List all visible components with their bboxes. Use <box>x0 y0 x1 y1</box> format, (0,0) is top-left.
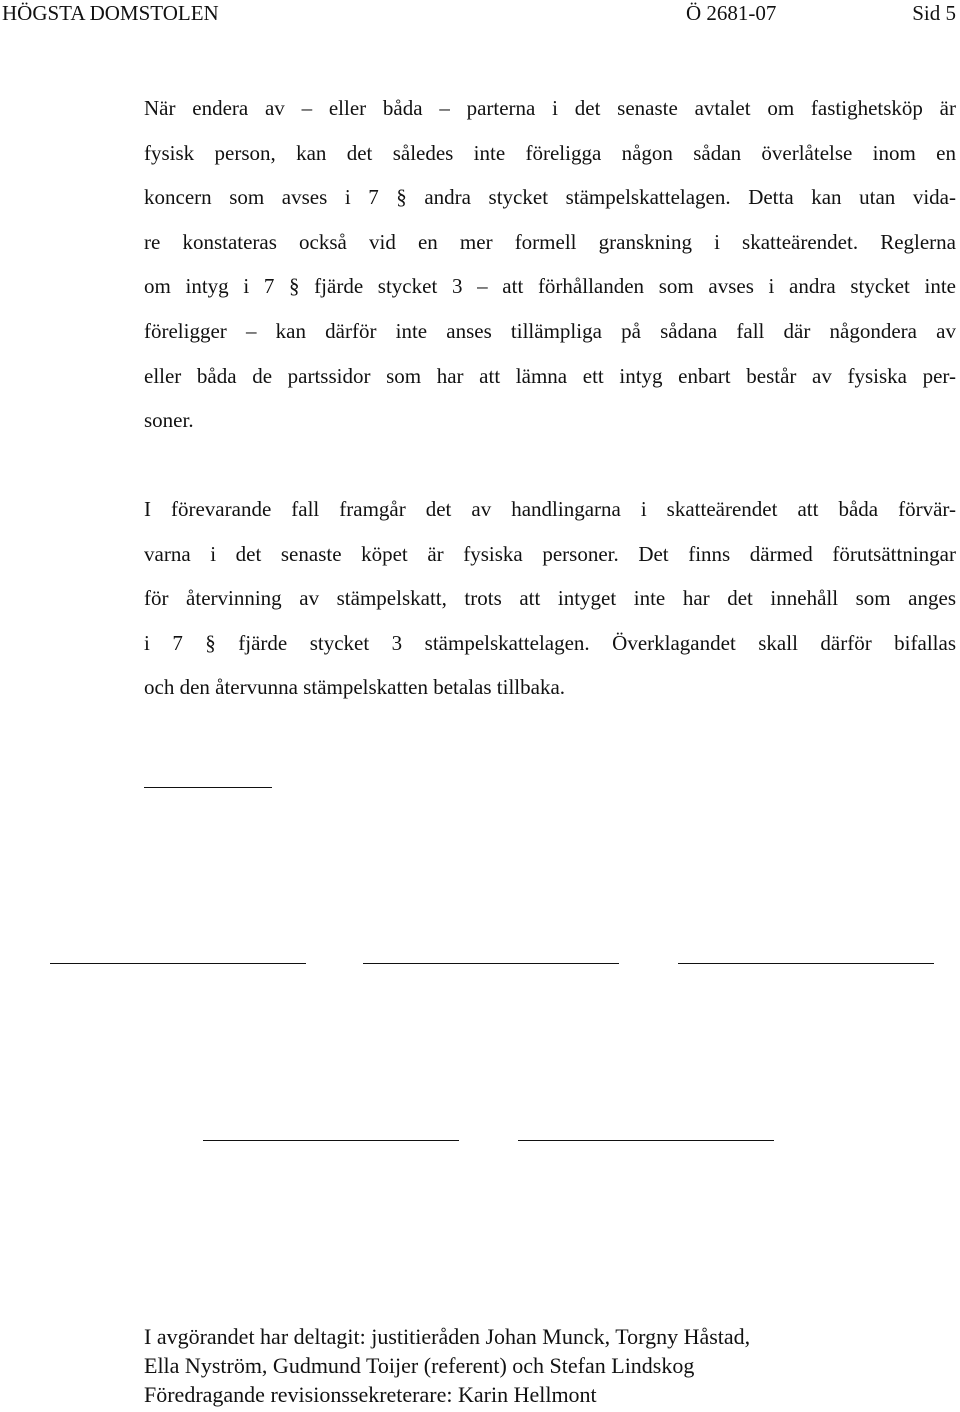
participants-line: I avgörandet har deltagit: justitieråden Johan Munck, Torgny Håstad, <box>144 1324 751 1349</box>
paragraph-conclusion <box>144 487 956 710</box>
paragraph-line: i 7 § fjärde stycket 3 stämpelskattelagen. Överklagandet skall därför bifallas <box>144 630 956 655</box>
rapporteur-line: Föredragande revisionssekreterare: Karin Hellmont <box>144 1382 597 1407</box>
court-name: HÖGSTA DOMSTOLEN <box>2 1 219 25</box>
paragraph-line: varna i det senaste köpet är fysiska personer. Det finns därmed förutsättningar <box>144 541 956 566</box>
signature-line <box>363 963 619 964</box>
signature-line <box>50 963 306 964</box>
paragraph-line: föreligger – kan därför inte anses tillämpliga på sådana fall där någondera av <box>144 318 956 343</box>
paragraph-line: fysisk person, kan det således inte föreligga någon sådan överlåtelse inom en <box>144 140 956 165</box>
page-number: Sid 5 <box>912 1 956 25</box>
paragraph-line: och den återvunna stämpelskatten betalas tillbaka. <box>144 675 566 700</box>
paragraph-line: soner. <box>144 408 194 433</box>
case-number: Ö 2681-07 <box>686 1 777 25</box>
participants-line: Ella Nyström, Gudmund Toijer (referent) och Stefan Lindskog <box>144 1353 695 1378</box>
paragraph-line: om intyg i 7 § fjärde stycket 3 – att förhållanden som avses i andra stycket inte <box>144 274 956 299</box>
paragraph-line: re konstateras också vid en mer formell granskning i skatteärendet. Reglerna <box>144 229 956 254</box>
page-header <box>0 0 960 30</box>
participants-note <box>144 1322 944 1409</box>
end-of-text-rule <box>144 787 272 788</box>
paragraph-reasoning <box>144 86 956 443</box>
paragraph-line: I förevarande fall framgår det av handlingarna i skatteärendet att båda förvär- <box>144 497 956 521</box>
signature-line <box>203 1140 459 1141</box>
signature-line <box>678 963 934 964</box>
paragraph-line: koncern som avses i 7 § andra stycket stämpelskattelagen. Detta kan utan vida- <box>144 185 956 210</box>
paragraph-line: för återvinning av stämpelskatt, trots att intyget inte har det innehåll som anges <box>144 586 956 611</box>
paragraph-line: eller båda de partssidor som har att lämna ett intyg enbart består av fysiska per- <box>144 363 956 388</box>
signature-line <box>518 1140 774 1141</box>
paragraph-line: När endera av – eller båda – parterna i det senaste avtalet om fastighetsköp är <box>144 96 956 120</box>
